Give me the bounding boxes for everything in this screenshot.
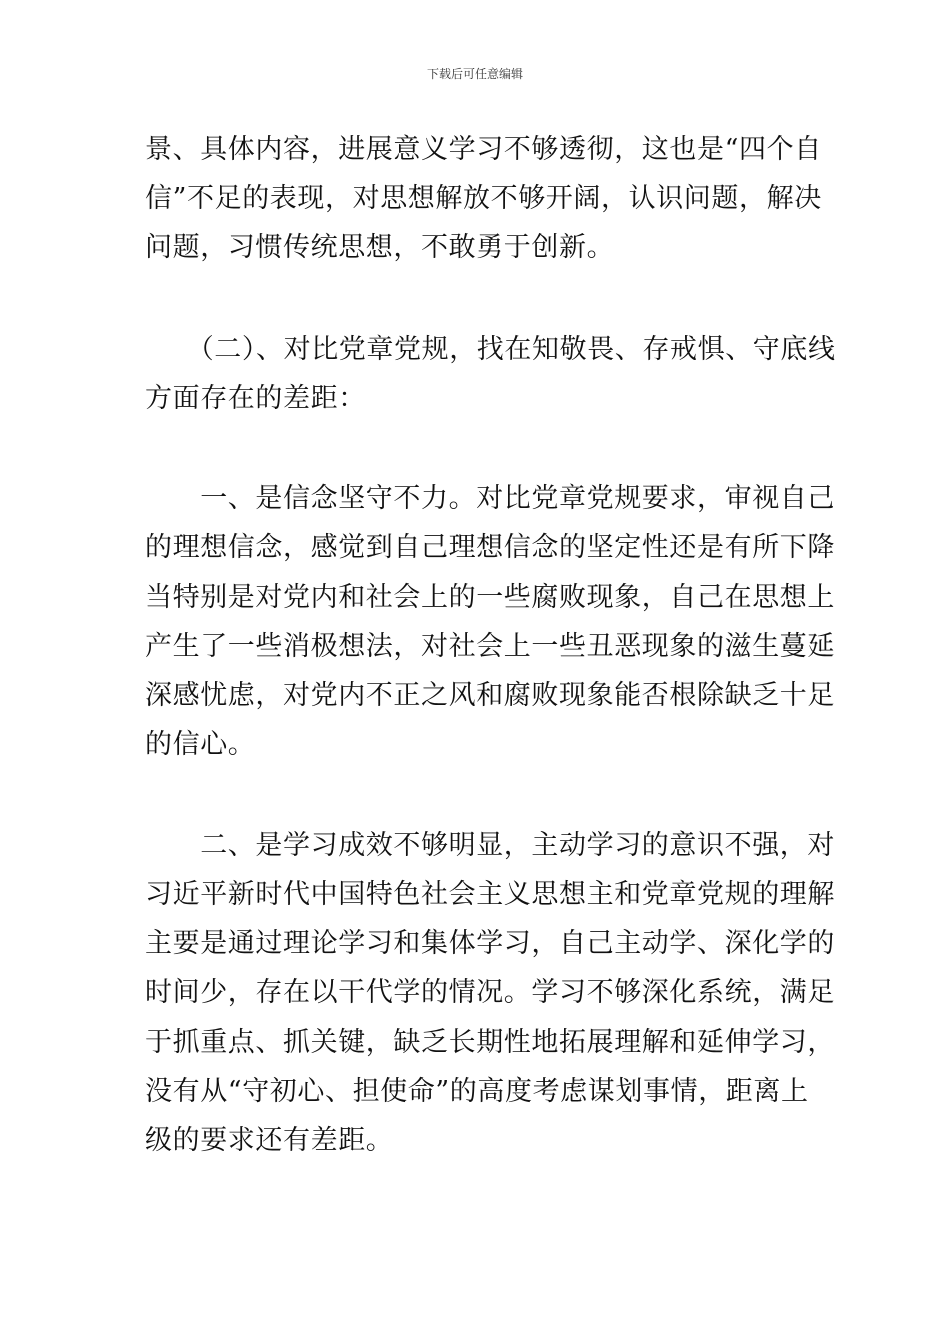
paragraph-4-line-6: 没有从“守初心、担使命”的高度考虑谋划事情，距离上 — [145, 1076, 809, 1107]
paragraph-3-line-6: 的信心。 — [145, 729, 256, 760]
paragraph-4-line-7: 级的要求还有差距。 — [145, 1125, 394, 1156]
paragraph-1-line-3: 问题，习惯传统思想，不敢勇于创新。 — [145, 232, 615, 263]
paragraph-3-line-5: 深感忧虑，对党内不正之风和腐败现象能否根除缺乏十足 — [145, 680, 835, 711]
paragraph-4-line-3: 主要是通过理论学习和集体学习，自己主动学、深化学的 — [145, 928, 835, 959]
paragraph-4-line-5: 于抓重点、抓关键，缺乏长期性地拓展理解和延伸学习， — [145, 1027, 835, 1058]
paragraph-3-line-3: 当特别是对党内和社会上的一些腐败现象，自己在思想上 — [145, 582, 835, 613]
paragraph-4-line-4: 时间少，存在以干代学的情况。学习不够深化系统，满足 — [145, 977, 835, 1008]
paragraph-4-line-2: 习近平新时代中国特色社会主义思想主和党章党规的理解 — [145, 879, 835, 910]
paragraph-3-line-1: 一、是信念坚守不力。对比党章党规要求，审视自己 — [145, 483, 835, 514]
paragraph-1-line-2: 信”不足的表现，对思想解放不够开阔，认识问题，解决 — [145, 183, 822, 214]
paragraph-3-line-2: 的理想信念，感觉到自己理想信念的坚定性还是有所下降 — [145, 532, 835, 563]
paragraph-2-line-1: （二）、对比党章党规，找在知敬畏、存戒惧、守底线 — [145, 334, 836, 365]
paragraph-1-line-1: 景、具体内容，进展意义学习不够透彻，这也是“四个自 — [145, 134, 822, 165]
page-header: 下载后可任意编辑 — [426, 67, 523, 81]
paragraph-4-line-1: 二、是学习成效不够明显，主动学习的意识不强，对 — [145, 830, 835, 861]
paragraph-2-line-2: 方面存在的差距： — [145, 383, 366, 414]
paragraph-3-line-4: 产生了一些消极想法，对社会上一些丑恶现象的滋生蔓延 — [145, 631, 835, 662]
